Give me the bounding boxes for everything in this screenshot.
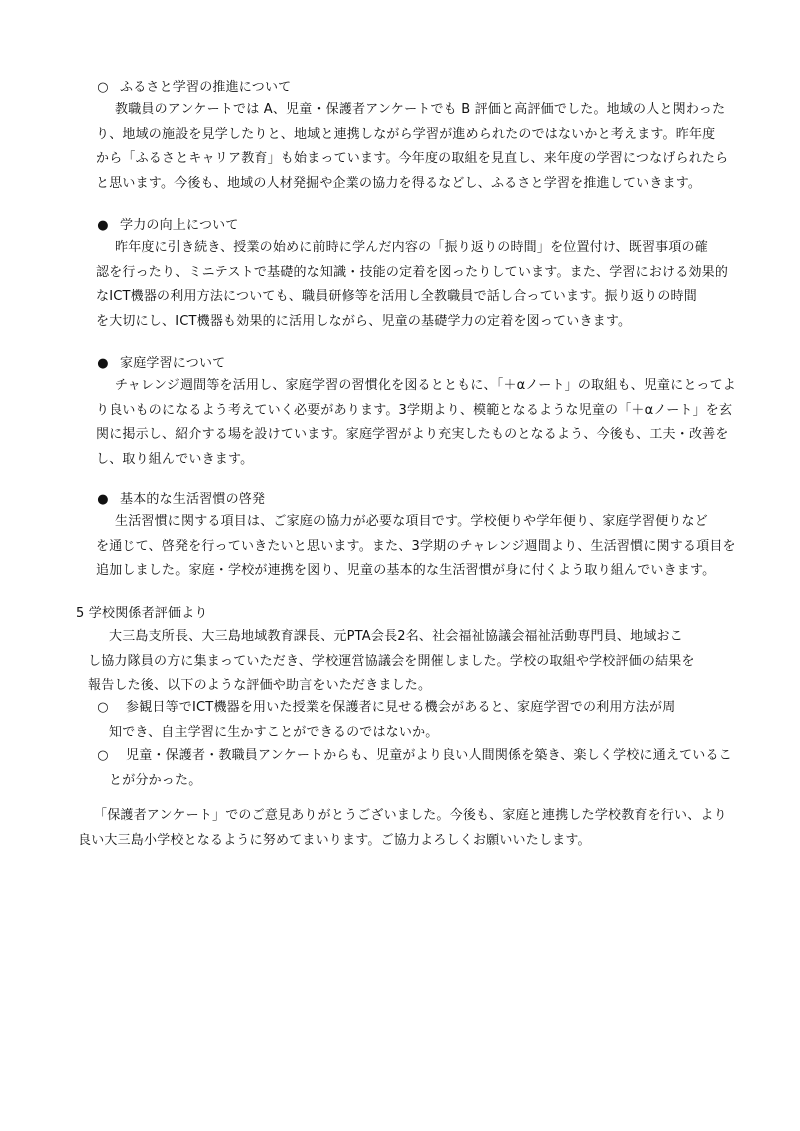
body-line: 教職員のアンケートでは A、児童・保護者アンケートでも B 評価と高評価でした。地域の人と関わった [115,102,726,117]
body-line: 良い大三島小学校となるように努めてまいります。ご協力よろしくお願いいたします。 [78,832,591,848]
section-marker: ● [97,218,109,233]
body-line: 昨年度に引き続き、授業の始めに前時に学んだ内容の「振り返りの時間」を位置付け、既習事項の確 [115,240,708,255]
body-line: 認を行ったり、ミニテストで基礎的な知識・技能の定着を図ったりしています。また、学習における効果的 [96,264,729,280]
section-heading-furusato [92,78,291,98]
body-line: を通じて、啓発を行っていきたいと思います。また、3学期のチャレンジ週間より、生活習慣に関する項目を [96,538,736,554]
body-line: り良いものになるよう考えていく必要があります。3学期より、模範となるような児童の「＋αノート」を玄 [96,402,733,418]
section-marker: ● [97,356,109,371]
body-line: 報告した後、以下のような評価や助言をいただきました。 [88,678,432,693]
body-line: なICT機器の利用方法についても、職員研修等を活用し全教職員で話し合っています。振り返りの時間 [96,289,697,304]
evaluation-item-text [109,696,676,745]
section-marker: ○ [97,80,109,95]
evaluation-item-text [109,744,732,793]
section5-intro [88,625,695,699]
evaluation-item [92,746,120,766]
body-line: チャレンジ週間等を活用し、家庭学習の習慣化を図るとともに、「＋αノート」の取組も、児童にとってよ [115,378,736,393]
section-heading-gakko-kankeisha [76,604,208,624]
body-line: 生活習慣に関する項目は、ご家庭の協力が必要な項目です。学校便りや学年便り、家庭学習便りなど [115,514,708,529]
body-line: 「保護者アンケート」でのご意見ありがとうございました。今後も、家庭と連携した学校教育を行い、より [94,808,727,823]
body-line: と思います。今後も、地域の人材発掘や企業の協力を得るなどし、ふるさと学習を推進していきます。 [96,175,702,191]
section-body-gakuryoku [96,236,728,334]
section-marker: ● [97,492,109,507]
section-heading-katei [92,354,225,374]
body-line: から「ふるさとキャリア教育」も始まっています。今年度の取組を見直し、来年度の学習につなげられたら [96,151,729,166]
closing-paragraph [78,804,727,853]
section-body-katei [96,374,736,472]
body-line: し、取り組んでいきます。 [96,451,254,467]
section-title: 基本的な生活習慣の啓発 [120,492,266,507]
section-heading-seikatsu [92,490,265,510]
body-line: 児童・保護者・教職員アンケートからも、児童がより良い人間関係を築き、楽しく学校に通えているこ [126,748,732,763]
section-title: ふるさと学習の推進について [120,80,292,95]
section-body-furusato [96,98,728,196]
section-heading-gakuryoku [92,216,239,236]
section-title: 家庭学習について [120,356,226,371]
body-line: 大三島支所長、大三島地域教育課長、元PTA会長2名、社会福祉協議会福祉活動専門員、地域おこ [109,629,683,644]
item-marker: ○ [97,748,109,763]
body-line: 関に掲示し、紹介する場を設けています。家庭学習がより充実したものとなるよう、今後も、工夫・改善を [96,427,729,442]
body-line: 知でき、自主学習に生かすことができるのではないか。 [109,724,439,740]
body-line: を大切にし、ICT機器も効果的に活用しながら、児童の基礎学力の定着を図っていきます。 [96,313,632,329]
body-line: り、地域の施設を見学したりと、地域と連携しながら学習が進められたのではないかと考えます。昨年度 [96,126,716,142]
section-body-seikatsu [96,510,736,584]
item-marker: ○ [97,700,109,715]
body-line: し協力隊員の方に集まっていただき、学校運営協議会を開催しました。学校の取組や学校評価の結果を [88,653,695,669]
evaluation-item [92,698,120,718]
body-line: 追加しました。家庭・学校が連携を図り、児童の基本的な生活習慣が身に付くよう取り組んでいきます。 [96,563,716,578]
body-line: とが分かった。 [109,772,202,788]
section-title: 5 学校関係者評価より [76,606,208,621]
body-line: 参観日等でICT機器を用いた授業を保護者に見せる機会があると、家庭学習での利用方法が周 [126,700,676,715]
section-title: 学力の向上について [120,218,239,233]
